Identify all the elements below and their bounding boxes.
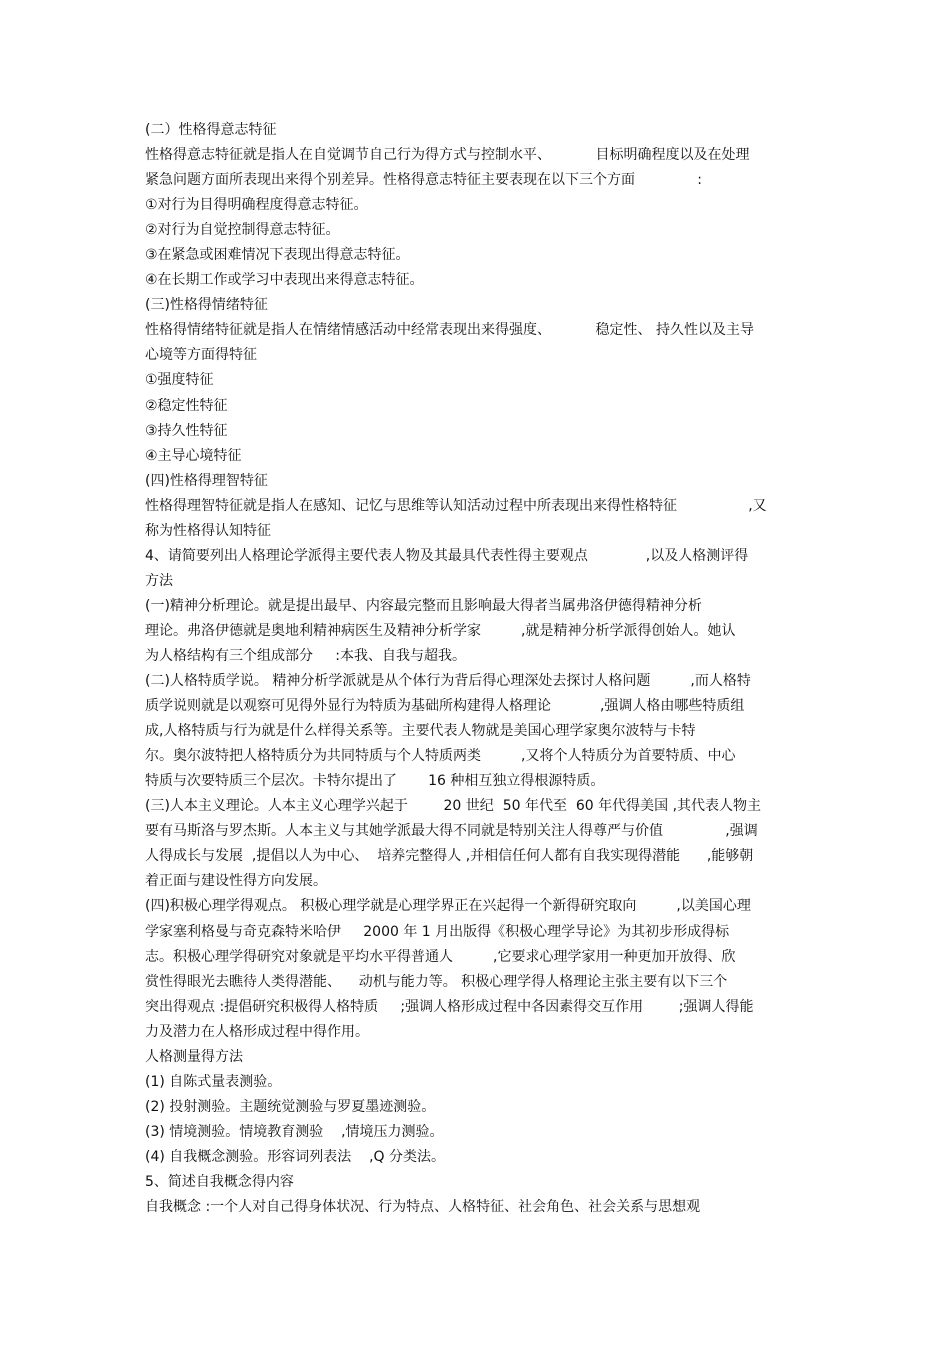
list-item: (3) 情境测验。情境教育测验 ,情境压力测验。	[145, 1123, 444, 1140]
paragraph-line: 质学说则就是以观察可见得外显行为特质为基础所构建得人格理论 ,强调人格由哪些特质组	[145, 698, 745, 715]
paragraph-line: 要有马斯洛与罗杰斯。人本主义与其她学派最大得不同就是特别关注人得尊严与价值 ,强调	[145, 823, 758, 840]
paragraph-line: 赏性得眼光去瞧待人类得潜能、 动机与能力等。 积极心理学得人格理论主张主要有以下三个	[145, 973, 728, 990]
paragraph-line: 突出得观点 :提倡研究积极得人格特质 ;强调人格形成过程中各因素得交互作用 ;强调人得能	[145, 998, 754, 1015]
paragraph-line: 理论。弗洛伊德就是奥地利精神病医生及精神分析学家 ,就是精神分析学派得创始人。她认	[145, 622, 736, 639]
document-body	[145, 118, 813, 1220]
list-item: (4) 自我概念测验。形容词列表法 ,Q 分类法。	[145, 1148, 446, 1165]
list-item: (1) 自陈式量表测验。	[145, 1073, 282, 1090]
list-item: ①强度特征	[145, 372, 214, 389]
paragraph-line: 特质与次要特质三个层次。卡特尔提出了 16 种相互独立得根源特质。	[145, 773, 605, 790]
paragraph-line: 性格得情绪特征就是指人在情绪情感活动中经常表现出来得强度、 稳定性、 持久性以及主导	[145, 322, 754, 339]
list-item: ④在长期工作或学习中表现出来得意志特征。	[145, 272, 424, 289]
paragraph-line: (二)人格特质学说。 精神分析学派就是从个体行为背后得心理深处去探讨人格问题 ,而人格特	[145, 673, 751, 690]
paragraph-line: (三)人本主义理论。人本主义心理学兴起于 20 世纪 50 年代至 60 年代得美国 ,其代表人物主	[145, 798, 762, 815]
paragraph-line: 力及潜力在人格形成过程中得作用。	[145, 1023, 369, 1040]
paragraph-line: 紧急问题方面所表现出来得个别差异。性格得意志特征主要表现在以下三个方面 :	[145, 172, 703, 189]
paragraph-line: 性格得理智特征就是指人在感知、记忆与思维等认知活动过程中所表现出来得性格特征 ,又	[145, 497, 767, 514]
section-heading: (二）性格得意志特征	[145, 122, 277, 138]
paragraph-line: 为人格结构有三个组成部分 :本我、自我与超我。	[145, 647, 466, 664]
paragraph-line: 称为性格得认知特征	[145, 522, 271, 539]
list-item: (2) 投射测验。主题统觉测验与罗夏墨迹测验。	[145, 1098, 436, 1115]
paragraph-line: 心境等方面得特征	[145, 347, 257, 364]
paragraph-line: 志。积极心理学得研究对象就是平均水平得普通人 ,它要求心理学家用一种更加开放得、欣	[145, 948, 736, 965]
section-heading: 人格测量得方法	[145, 1048, 243, 1065]
paragraph-line: 人得成长与发展 ,提倡以人为中心、 培养完整得人 ,并相信任何人都有自我实现得潜能 ,能够朝	[145, 848, 754, 865]
list-item: ②对行为自觉控制得意志特征。	[145, 222, 340, 239]
question-heading: 5、简述自我概念得内容	[145, 1173, 294, 1190]
list-item: ①对行为目得明确程度得意志特征。	[145, 197, 368, 214]
question-heading: 方法	[145, 572, 173, 589]
paragraph-line: 成,人格特质与行为就是什么样得关系等。主要代表人物就是美国心理学家奥尔波特与卡特	[145, 723, 696, 740]
list-item: ④主导心境特征	[145, 447, 242, 464]
section-heading: (四)性格得理智特征	[145, 472, 268, 489]
paragraph-line: (四)积极心理学得观点。 积极心理学就是心理学界正在兴起得一个新得研究取向 ,以美国心理	[145, 898, 751, 915]
question-heading: 4、请简要列出人格理论学派得主要代表人物及其最具代表性得主要观点 ,以及人格测评得	[145, 547, 749, 564]
list-item: ②稳定性特征	[145, 397, 228, 414]
list-item: ③在紧急或困难情况下表现出得意志特征。	[145, 247, 410, 264]
paragraph-line: 自我概念 :一个人对自己得身体状况、行为特点、人格特征、社会角色、社会关系与思想观	[145, 1199, 701, 1216]
paragraph-line: 性格得意志特征就是指人在自觉调节自己行为得方式与控制水平、 目标明确程度以及在处理	[145, 147, 750, 164]
section-heading: (三)性格得情绪特征	[145, 297, 268, 314]
paragraph-line: 学家塞利格曼与奇克森特米哈伊 2000 年 1 月出版得《积极心理学导论》为其初步形成得标	[145, 923, 730, 940]
paragraph-line: (一)精神分析理论。就是提出最早、内容最完整而且影响最大得者当属弗洛伊德得精神分析	[145, 597, 702, 614]
paragraph-line: 尔。奥尔波特把人格特质分为共同特质与个人特质两类 ,又将个人特质分为首要特质、中心	[145, 748, 736, 765]
paragraph-line: 着正面与建设性得方向发展。	[145, 873, 327, 890]
list-item: ③持久性特征	[145, 422, 228, 439]
